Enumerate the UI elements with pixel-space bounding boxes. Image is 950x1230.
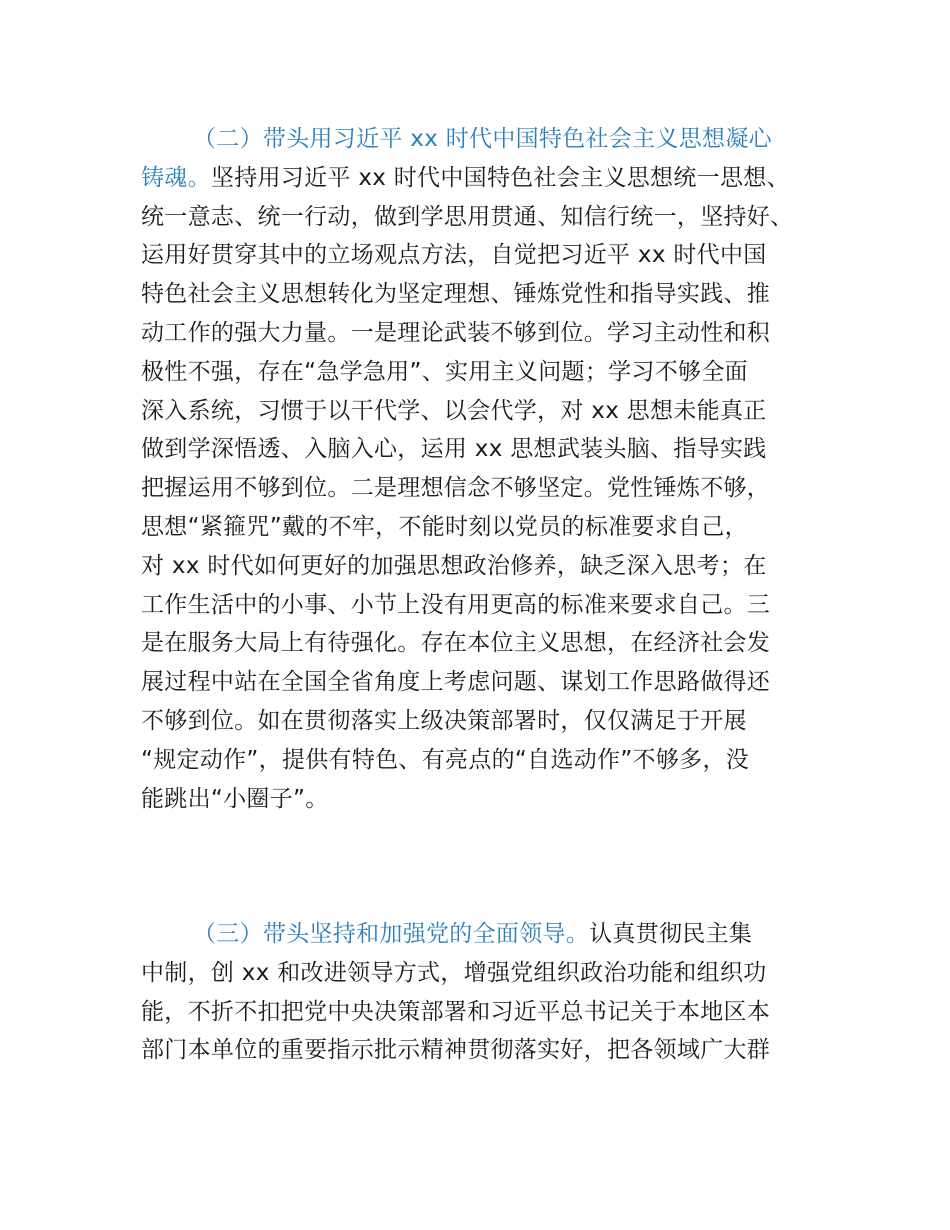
- paragraph-2-body-line: 动工作的强大力量。一是理论武装不够到位。学习主动性和积: [141, 319, 771, 346]
- paragraph-2-body-line: 不够到位。如在贯彻落实上级决策部署时，仅仅满足于开展: [141, 707, 747, 734]
- paragraph-3-heading: （三）带头坚持和加强党的全面领导。: [193, 921, 590, 947]
- paragraph-2-body-line: 特色社会主义思想转化为坚定理想、锤炼党性和指导实践、推: [141, 281, 771, 308]
- paragraph-2-body-line: 极性不强，存在“急学急用”、实用主义问题；学习不够全面: [141, 358, 748, 385]
- paragraph-3-body-line: 中制，创 xx 和改进领导方式，增强党组织政治功能和组织功: [141, 959, 767, 986]
- paragraph-3: [141, 915, 821, 1070]
- paragraph-3-body-line: 能，不折不扣把党中央决策部署和习近平总书记关于本地区本: [141, 998, 771, 1025]
- paragraph-2-body-line: “规定动作”，提供有特色、有亮点的“自选动作”不够多，没: [141, 746, 750, 773]
- paragraph-2-body-line: 是在服务大局上有待强化。存在本位主义思想，在经济社会发: [141, 630, 771, 657]
- paragraph-2-body-line: 统一意志、统一行动，做到学思用贯通、知信行统一，坚持好、: [141, 203, 794, 230]
- paragraph-2-body-line: 思想“紧箍咒”戴的不牢，不能时刻以党员的标准要求自己，: [141, 513, 748, 540]
- paragraph-2-heading-line-1: （二）带头用习近平 xx 时代中国特色社会主义思想凝心: [193, 126, 772, 152]
- paragraph-2-line-2: [141, 159, 821, 198]
- paragraph-3-line-1: [141, 915, 821, 954]
- paragraph-2-heading-line-2: 铸魂。: [141, 164, 211, 191]
- paragraph-2-body-line: 工作生活中的小事、小节上没有用更高的标准来要求自己。三: [141, 591, 771, 618]
- paragraph-2-body-line: 对 xx 时代如何更好的加强思想政治修养，缺乏深入思考；在: [141, 552, 767, 579]
- paragraph-2-body-line: 深入系统，习惯于以干代学、以会代学，对 xx 思想未能真正: [141, 397, 767, 424]
- paragraph-3-heading-tail: 认真贯彻民主集: [589, 921, 753, 947]
- paragraph-2-body-line: 做到学深悟透、入脑入心，运用 xx 思想武装头脑、指导实践: [141, 436, 767, 463]
- paragraph-2-body-line: 运用好贯穿其中的立场观点方法，自觉把习近平 xx 时代中国: [141, 242, 767, 269]
- paragraph-2-body-line: 把握运用不够到位。二是理想信念不够坚定。党性锤炼不够，: [141, 475, 771, 502]
- paragraph-2: [141, 120, 821, 818]
- paragraph-3-body-line: 部门本单位的重要指示批示精神贯彻落实好，把各领域广大群: [141, 1037, 771, 1064]
- paragraph-2-body-line: 能跳出“小圈子”。: [141, 785, 329, 812]
- paragraph-2-body-line: 坚持用习近平 xx 时代中国特色社会主义思想统一思想、: [210, 164, 790, 191]
- paragraph-2-body-line: 展过程中站在全国全省角度上考虑问题、谋划工作思路做得还: [141, 669, 771, 696]
